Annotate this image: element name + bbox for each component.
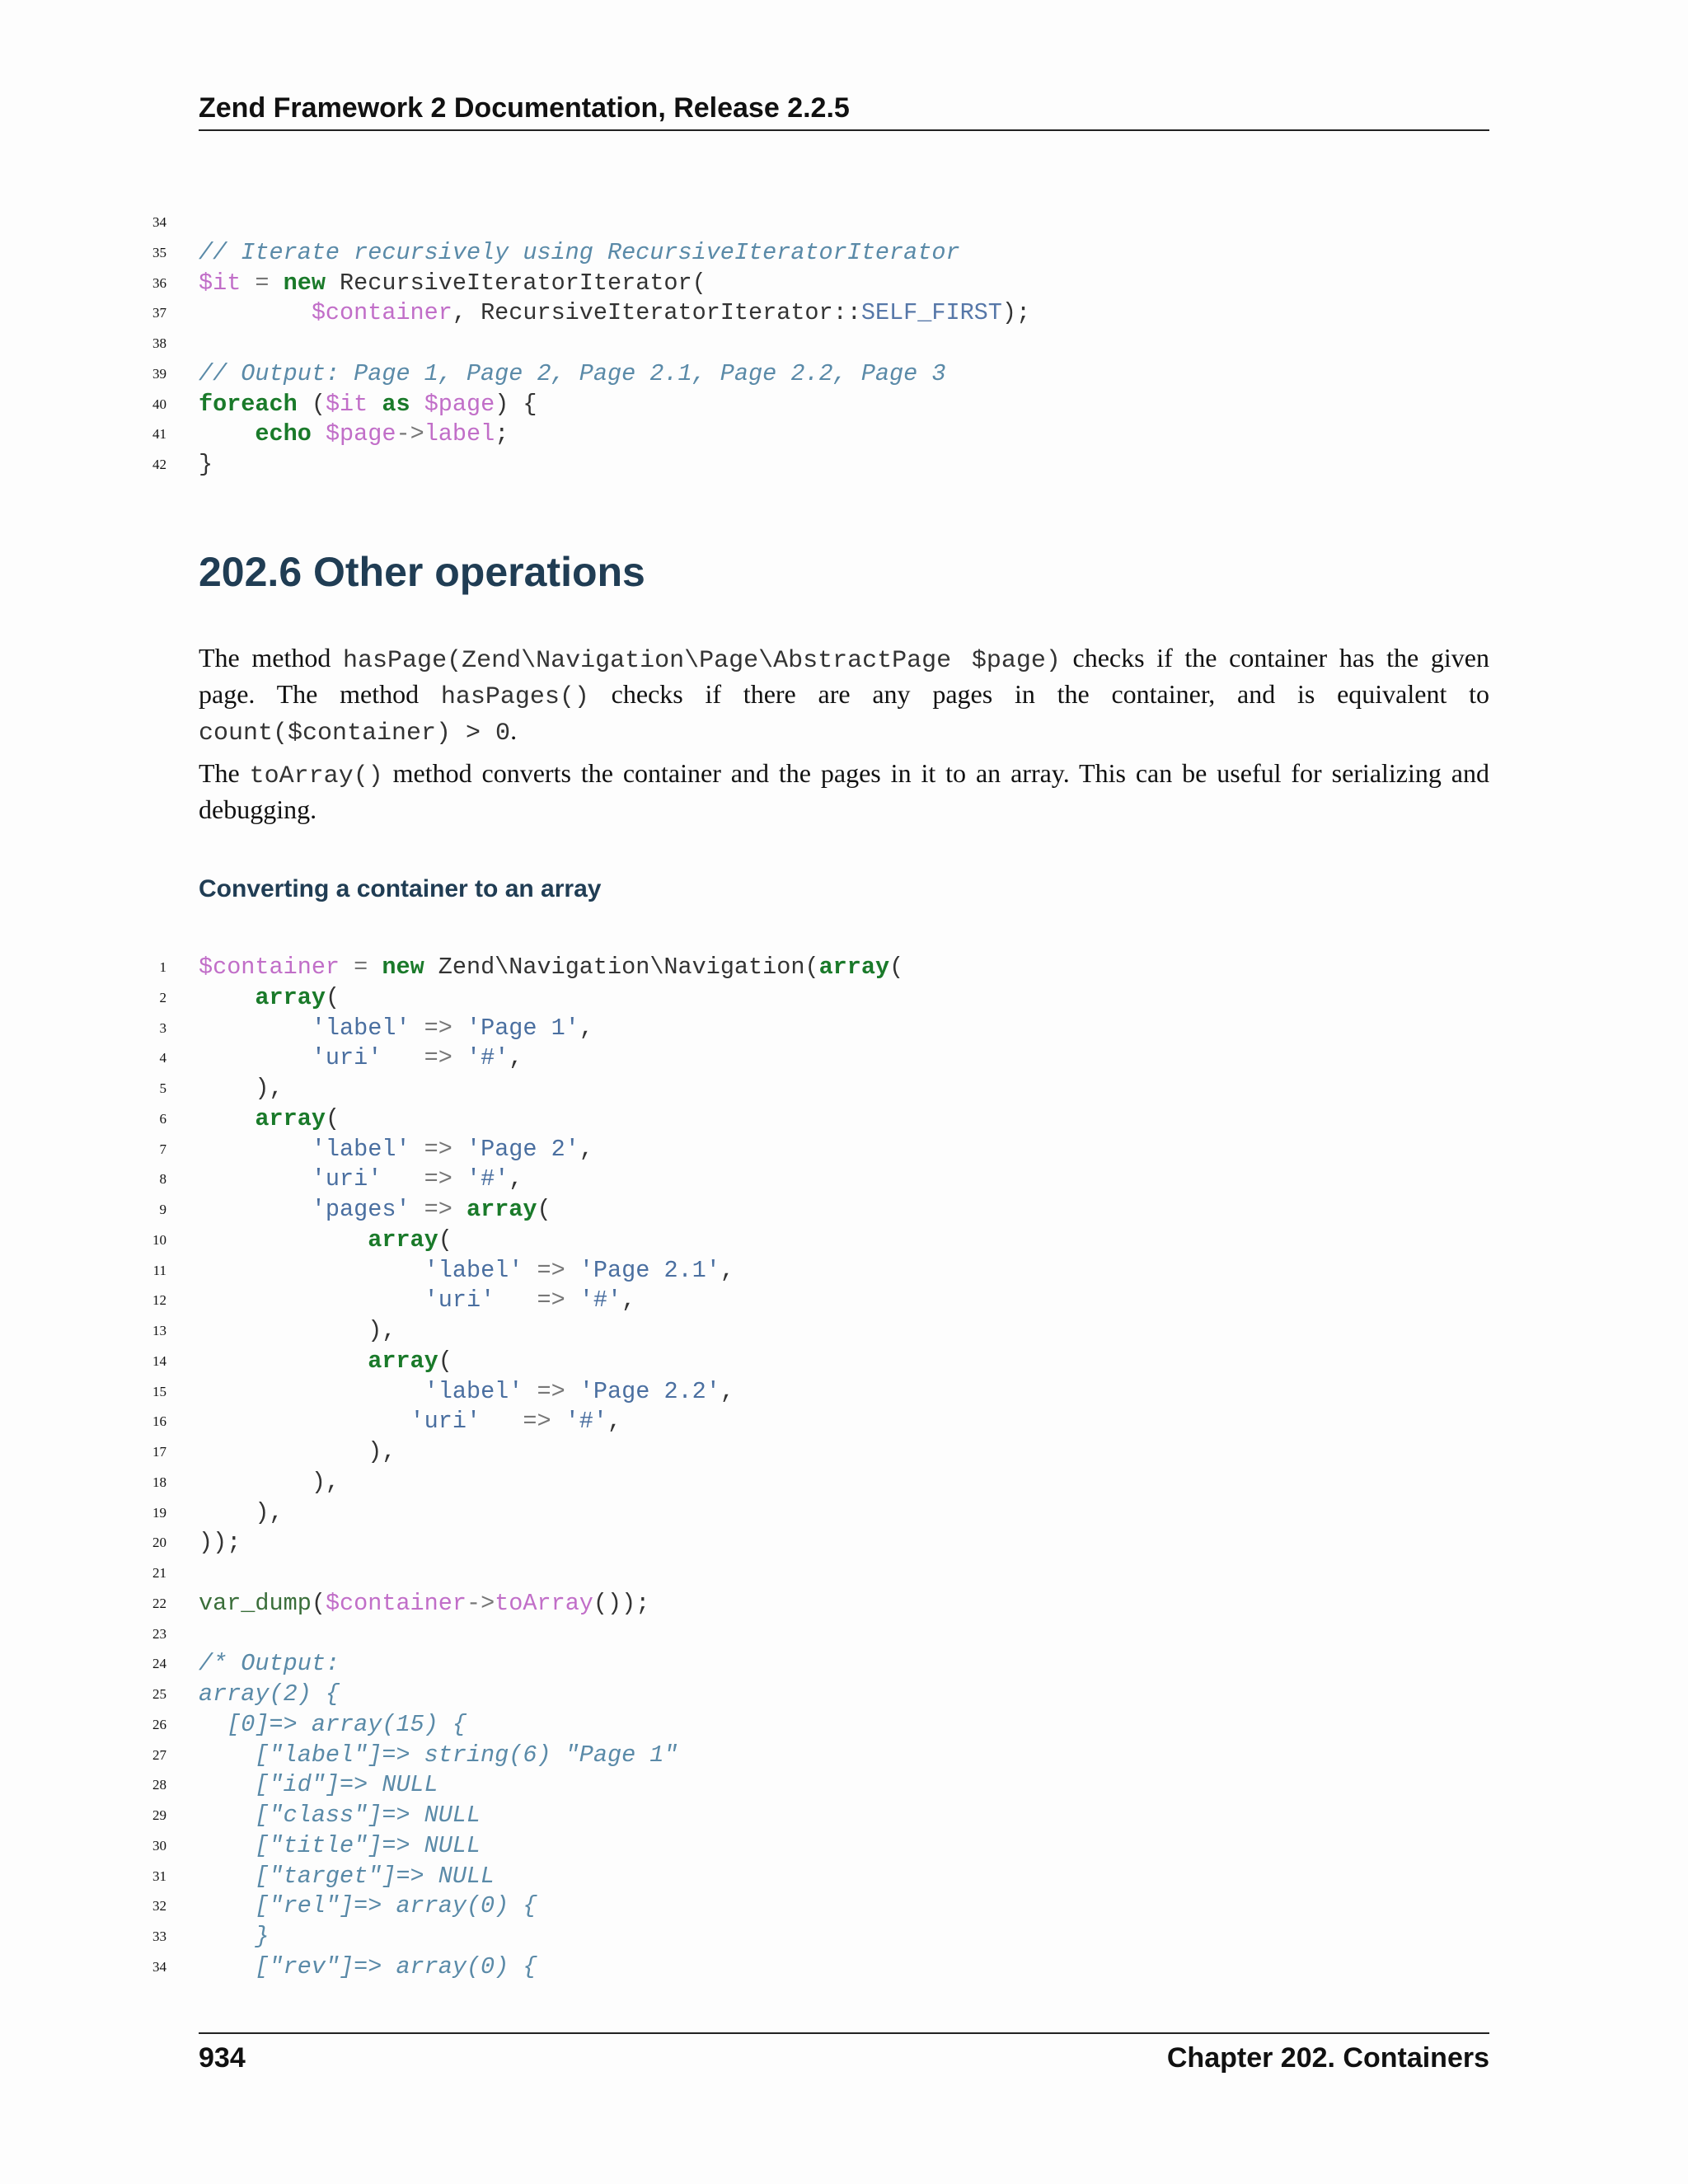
line-number: 40 <box>152 396 166 412</box>
code-line <box>0 390 1688 420</box>
line-number: 39 <box>152 365 166 382</box>
code-line <box>0 1710 1688 1741</box>
code-text: // Output: Page 1, Page 2, Page 2.1, Page 2.2, Page 3 <box>199 359 946 387</box>
code-text: 'label' => 'Page 2.1', <box>424 1256 734 1284</box>
code-line <box>0 1014 1688 1044</box>
code-text: 'uri' => '#', <box>410 1408 622 1436</box>
code-line <box>0 1407 1688 1437</box>
code-text: ["rev"]=> array(0) { <box>199 1952 537 1980</box>
code-line <box>0 1226 1688 1256</box>
line-number: 35 <box>152 244 166 260</box>
code-line <box>0 1165 1688 1195</box>
code-text: ["title"]=> NULL <box>199 1831 481 1859</box>
line-number: 34 <box>152 1958 166 1975</box>
line-number: 22 <box>152 1595 166 1611</box>
code-text: 'uri' => '#', <box>424 1286 636 1315</box>
code-text: array( <box>368 1226 452 1254</box>
code-text: $container, RecursiveIteratorIterator::SELF_FIRST); <box>311 299 1031 327</box>
line-number: 16 <box>152 1413 166 1430</box>
line-number: 28 <box>152 1777 166 1793</box>
code-text: ), <box>199 1498 284 1526</box>
line-number: 33 <box>152 1929 166 1944</box>
code-text: 'label' => 'Page 2', <box>311 1135 593 1163</box>
page-footer <box>199 2032 1489 2074</box>
code-line <box>0 953 1688 983</box>
code-line <box>0 1619 1688 1650</box>
code-text: $container = new Zend\Navigation\Navigation(array( <box>199 954 904 981</box>
line-number: 20 <box>152 1535 166 1551</box>
code-text: ), <box>199 1438 396 1465</box>
code-text: /* Output: <box>199 1650 340 1678</box>
code-line <box>0 1498 1688 1529</box>
code-text: ), <box>199 1075 284 1102</box>
code-line <box>0 1770 1688 1801</box>
code-text: array( <box>255 983 340 1011</box>
code-text: 'label' => 'Page 1', <box>311 1014 593 1042</box>
code-line <box>0 1195 1688 1226</box>
line-number: 27 <box>152 1746 166 1763</box>
line-number: 7 <box>159 1141 166 1157</box>
code-line <box>0 1074 1688 1104</box>
code-text: 'uri' => '#', <box>311 1044 523 1072</box>
code-line <box>0 359 1688 390</box>
running-header <box>199 92 1489 131</box>
code-line <box>0 1680 1688 1710</box>
code-line <box>0 1104 1688 1135</box>
line-number: 31 <box>152 1868 166 1884</box>
line-number: 25 <box>152 1686 166 1702</box>
line-number: 34 <box>152 214 166 230</box>
code-line <box>0 269 1688 299</box>
code-line <box>0 1377 1688 1408</box>
code-line <box>0 1135 1688 1165</box>
line-number: 2 <box>159 989 166 1005</box>
code-line <box>0 298 1688 329</box>
line-number: 23 <box>152 1625 166 1642</box>
document-title: Zend Framework 2 Documentation, Release 2.2.5 <box>199 92 850 124</box>
line-number: 6 <box>159 1110 166 1127</box>
subsection-heading: Converting a container to an array <box>199 875 602 902</box>
line-number: 32 <box>152 1898 166 1915</box>
line-number: 4 <box>159 1050 166 1066</box>
code-line <box>0 238 1688 269</box>
code-line <box>0 1043 1688 1074</box>
code-text: } <box>199 451 213 478</box>
code-text: ), <box>199 1468 340 1496</box>
line-number: 3 <box>159 1019 166 1036</box>
line-number: 18 <box>152 1474 166 1490</box>
code-line <box>0 1801 1688 1831</box>
line-number: 13 <box>152 1323 166 1338</box>
line-number: 38 <box>152 335 166 351</box>
code-text: var_dump($container->toArray()); <box>199 1589 650 1617</box>
code-line <box>0 1528 1688 1558</box>
line-number: 9 <box>159 1202 166 1217</box>
code-text: $it = new RecursiveIteratorIterator( <box>199 269 706 297</box>
code-text: 'label' => 'Page 2.2', <box>424 1377 734 1405</box>
code-line <box>0 1286 1688 1316</box>
code-text: 'pages' => array( <box>311 1196 551 1223</box>
page-number: 934 <box>199 2042 246 2074</box>
code-line <box>0 1649 1688 1680</box>
code-block-recursive-iteration <box>0 208 1688 480</box>
code-text: array( <box>368 1347 452 1375</box>
line-number: 12 <box>152 1292 166 1309</box>
code-text: array( <box>255 1104 340 1132</box>
line-number: 37 <box>152 305 166 321</box>
section-heading: 202.6 Other operations <box>199 549 645 595</box>
line-number: 36 <box>152 274 166 291</box>
line-number: 15 <box>152 1383 166 1399</box>
line-number: 24 <box>152 1656 166 1672</box>
code-text: echo $page->label; <box>255 420 509 448</box>
code-line <box>0 1831 1688 1862</box>
code-line <box>0 419 1688 450</box>
code-line <box>0 983 1688 1014</box>
paragraph-toarray: The toArray() method converts the container and the pages in it to an array. This can be useful for serializing and debugging. <box>199 758 1490 824</box>
line-number: 41 <box>152 426 166 443</box>
line-number: 17 <box>152 1444 166 1460</box>
code-text: foreach ($it as $page) { <box>199 390 537 418</box>
code-block-container-to-array <box>0 953 1688 1983</box>
code-line <box>0 1922 1688 1952</box>
code-text: ["target"]=> NULL <box>199 1862 495 1890</box>
line-number: 10 <box>152 1231 166 1248</box>
code-text: ["rel"]=> array(0) { <box>199 1892 537 1920</box>
line-number: 30 <box>152 1837 166 1854</box>
code-text: [0]=> array(15) { <box>199 1710 467 1738</box>
line-number: 14 <box>152 1352 166 1369</box>
code-line <box>0 1891 1688 1922</box>
line-number: 26 <box>152 1716 166 1732</box>
code-text: ["label"]=> string(6) "Page 1" <box>199 1741 678 1769</box>
code-line <box>0 1256 1688 1286</box>
code-line <box>0 1437 1688 1468</box>
code-text: ["id"]=> NULL <box>199 1771 438 1799</box>
code-line <box>0 208 1688 238</box>
code-text: 'uri' => '#', <box>311 1165 523 1193</box>
code-line <box>0 1589 1688 1619</box>
code-line <box>0 1316 1688 1347</box>
line-number: 5 <box>159 1080 166 1096</box>
code-text: ), <box>199 1317 396 1344</box>
line-number: 21 <box>152 1565 166 1581</box>
line-number: 11 <box>152 1262 166 1278</box>
code-line <box>0 1558 1688 1589</box>
line-number: 29 <box>152 1807 166 1823</box>
line-number: 42 <box>152 457 166 472</box>
chapter-title: Chapter 202. Containers <box>1166 2042 1489 2074</box>
code-line <box>0 1347 1688 1377</box>
code-line <box>0 1741 1688 1771</box>
code-line <box>0 1468 1688 1498</box>
paragraph-other-operations: The method hasPage(Zend\Navigation\Page\AbstractPage $page) checks if the container has the given page. The method hasPages() checks if there are any pages in the container, and is equivalent to count($container) > 0. <box>199 643 1490 748</box>
code-line <box>0 1862 1688 1892</box>
code-text: ["class"]=> NULL <box>199 1802 481 1829</box>
code-text: } <box>199 1923 270 1950</box>
code-line <box>0 450 1688 480</box>
line-number: 8 <box>159 1171 166 1188</box>
code-line <box>0 329 1688 359</box>
code-text: // Iterate recursively using RecursiveIteratorIterator <box>199 238 960 266</box>
line-number: 19 <box>152 1504 166 1521</box>
line-number: 1 <box>159 959 166 975</box>
code-line <box>0 1952 1688 1983</box>
code-text: )); <box>199 1529 241 1557</box>
code-text: array(2) { <box>199 1680 340 1708</box>
